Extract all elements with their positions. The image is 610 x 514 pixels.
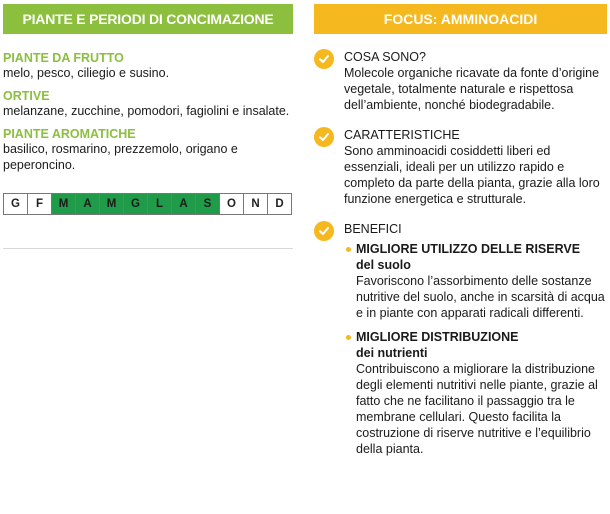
benefit-title-line: MIGLIORE DISTRIBUZIONE	[356, 330, 519, 344]
month-cell: G	[123, 194, 147, 214]
benefit-nutrient-distribution	[344, 329, 607, 457]
fertilization-panel	[3, 4, 293, 215]
benefit-text: Favoriscono l’assorbimento delle sostanze nutritive del suolo, anche in scarsità di acqua e in piante con apparati radicali differenti.	[356, 274, 605, 320]
month-cell: M	[99, 194, 123, 214]
month-cell: D	[267, 194, 291, 214]
category-herbs	[3, 127, 293, 173]
fertilization-header: PIANTE E PERIODI DI CONCIMAZIONE	[3, 4, 293, 34]
check-circle-icon	[314, 221, 334, 241]
category-title: PIANTE DA FRUTTO	[3, 51, 124, 65]
section-benefits	[314, 221, 607, 457]
month-cell: F	[27, 194, 51, 214]
month-cell: L	[147, 194, 171, 214]
category-vegetables	[3, 89, 293, 119]
bullet-dot-icon	[346, 335, 351, 340]
month-calendar	[3, 193, 292, 215]
check-circle-icon	[314, 127, 334, 147]
month-cell: O	[219, 194, 243, 214]
section-title: BENEFICI	[344, 222, 402, 236]
category-title: ORTIVE	[3, 89, 50, 103]
month-cell: G	[11, 198, 20, 210]
divider	[3, 248, 293, 249]
bullet-dot-icon	[346, 247, 351, 252]
section-characteristics	[314, 127, 607, 207]
category-text: melo, pesco, ciliegio e susino.	[3, 66, 170, 80]
section-title: CARATTERISTICHE	[344, 128, 460, 142]
section-title: COSA SONO?	[344, 50, 426, 64]
category-fruit	[3, 51, 293, 81]
benefit-title-line: del suolo	[356, 258, 411, 272]
benefit-title	[356, 329, 607, 361]
month-cell: S	[195, 194, 219, 214]
benefit-title-line: MIGLIORE UTILIZZO DELLE RISERVE	[356, 242, 581, 256]
category-text: basilico, rosmarino, prezzemolo, origano e peperoncino.	[3, 142, 238, 172]
plant-categories	[3, 51, 293, 173]
month-cell: N	[243, 194, 267, 214]
section-text: Sono amminoacidi cosiddetti liberi ed essenziali, ideali per un utilizzo rapido e completo da parte della pianta, grazie alla loro funzione energetica e strutturale.	[344, 144, 600, 206]
benefit-text: Contribuiscono a migliorare la distribuzione degli elementi nutritivi nelle piante, grazie al fatto che ne facilitano il passaggio tra le membrane cellulari. Questo facilita la costruzione di riserve nutritive e l’equilibrio della pianta.	[356, 362, 598, 456]
category-text: melanzane, zucchine, pomodori, fagiolini e insalate.	[3, 104, 290, 118]
benefit-soil-reserves	[344, 241, 607, 321]
check-circle-icon	[314, 49, 334, 69]
benefit-title	[356, 241, 607, 273]
section-what-are-they	[314, 49, 607, 113]
benefit-title-line: dei nutrienti	[356, 346, 428, 360]
month-cell: A	[75, 194, 99, 214]
month-cell: M	[51, 194, 75, 214]
category-title: PIANTE AROMATICHE	[3, 127, 136, 141]
amino-acids-header: FOCUS: AMMINOACIDI	[314, 4, 607, 34]
month-cell: A	[171, 194, 195, 214]
amino-acids-panel	[314, 4, 607, 457]
section-text: Molecole organiche ricavate da fonte d’origine vegetale, totalmente naturale e rispettosa dell’ambiente, nonché biodegradabile.	[344, 66, 600, 112]
